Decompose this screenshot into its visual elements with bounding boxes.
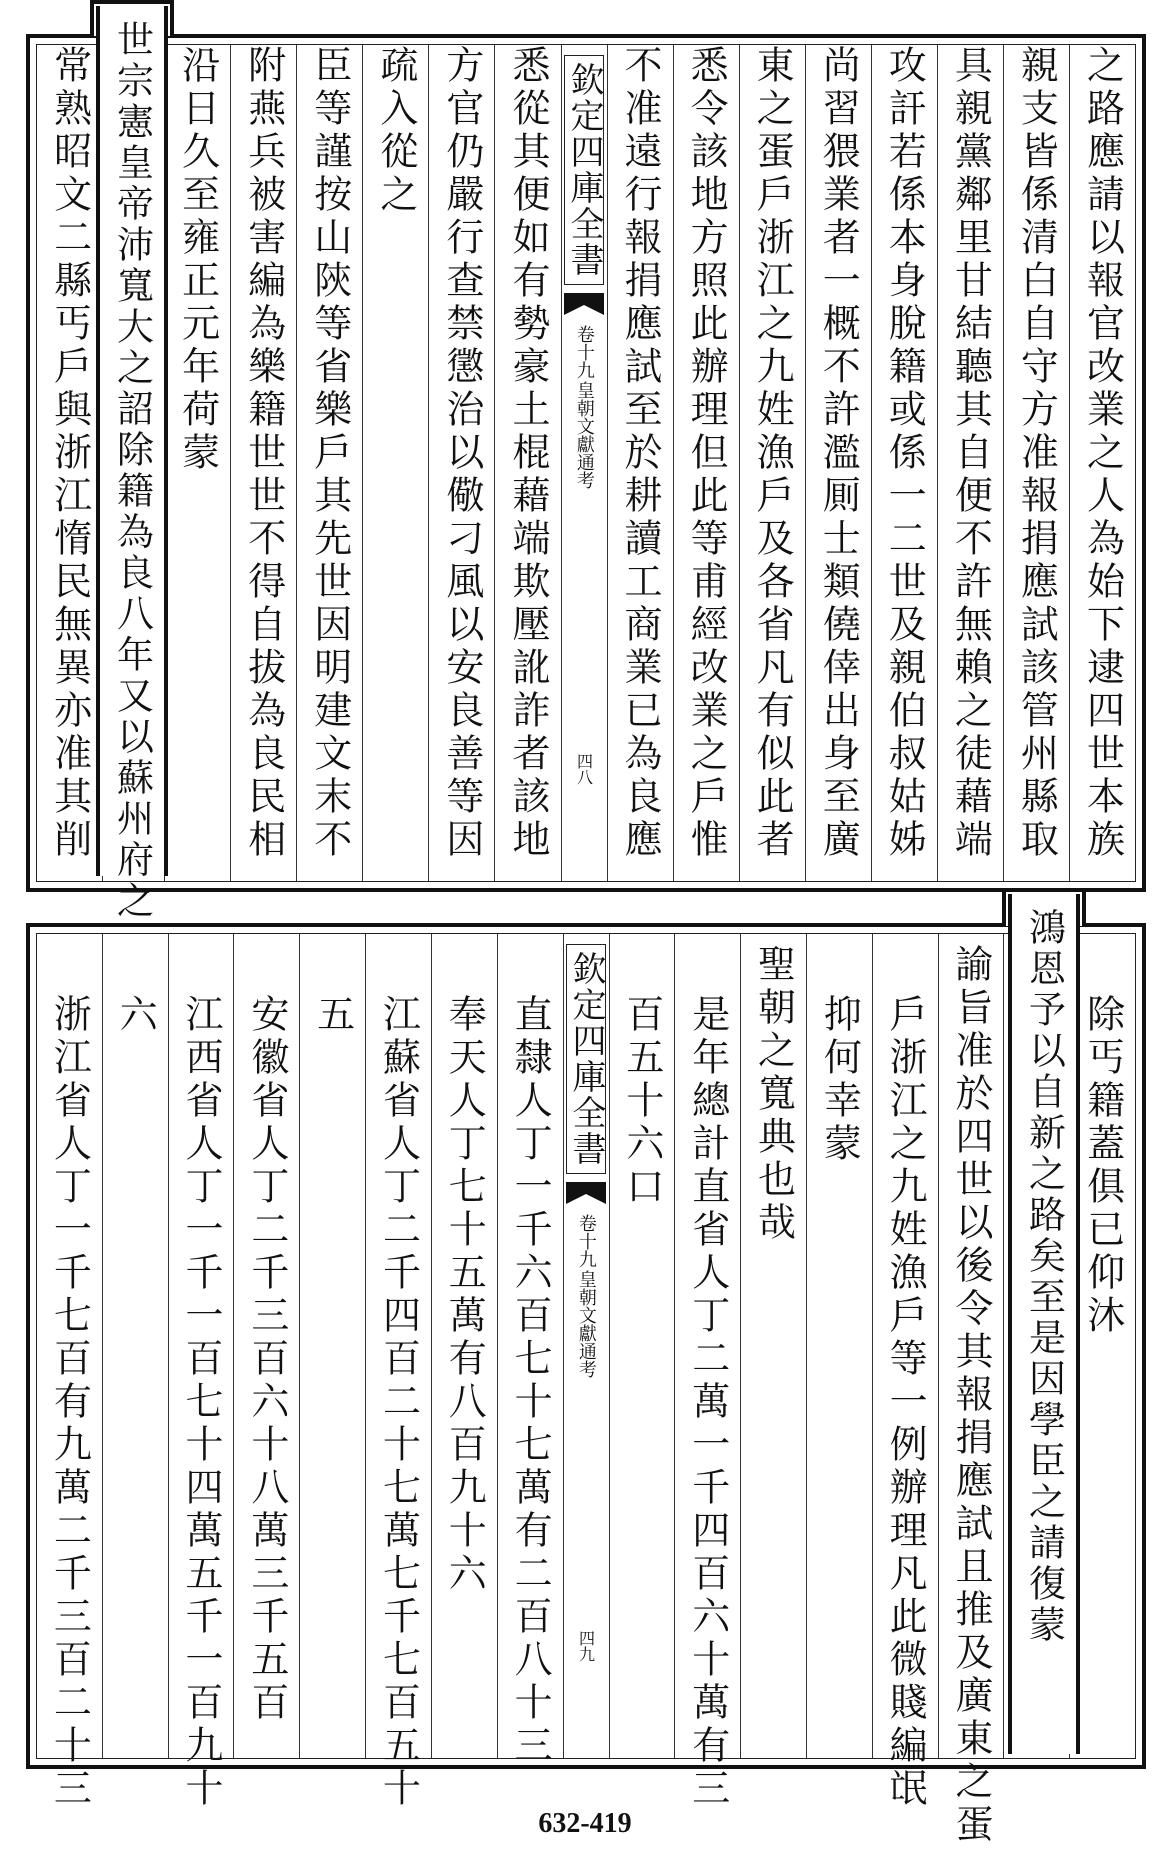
book-name: 皇朝文獻通考 (573, 381, 595, 489)
volume-number: 卷十九 (575, 1214, 597, 1268)
text-column (675, 934, 741, 1811)
text-column (297, 45, 363, 881)
column-text: 五 (310, 994, 355, 1037)
text-column (37, 934, 103, 1811)
text-column (498, 934, 564, 1768)
column-text: 臣等謹按山陝等省樂戶其先世因明建文末不 (307, 45, 352, 862)
text-column (103, 934, 169, 1758)
text-column (807, 934, 873, 1758)
chapter-label (574, 325, 594, 489)
text-column (1004, 45, 1070, 881)
column-text: 奉天人丁七十五萬有八百九十六 (442, 994, 487, 1596)
column-text: 疏入從之 (373, 45, 418, 217)
column-text: 附燕兵被害編為樂籍世世不得自拔為良民相 (241, 45, 286, 862)
volume-number: 卷十九 (573, 325, 595, 379)
book-name: 皇朝文獻通考 (575, 1270, 597, 1378)
text-column (608, 45, 674, 881)
raised-heading-column (1008, 894, 1080, 1754)
text-column (872, 45, 938, 881)
column-text: 東之蛋戶浙江之九姓漁戶及各省凡有似此者 (750, 45, 795, 862)
text-column (169, 934, 235, 1811)
column-text: 沿日久至雍正元年荷蒙 (175, 45, 220, 475)
column-text: 是年總計直省人丁二萬一千四百六十萬有三 (685, 994, 730, 1811)
column-text: 江蘇省人丁二千四百二十七萬七千七百五十 (376, 994, 421, 1811)
column-text: 抑何幸蒙 (817, 994, 862, 1166)
text-column (432, 934, 498, 1758)
column-text: 安徽省人丁二千三百六十八萬三千五百 (244, 994, 289, 1725)
text-column (165, 45, 231, 881)
column-text: 浙江省人丁一千七百有九萬二千三百二十三 (47, 994, 92, 1811)
text-column (363, 45, 429, 881)
column-text: 尚習猥業者一概不許濫厠士類僥倖出身至廣 (816, 45, 861, 862)
column-text: 直隸人丁一千六百七十七萬有二百八十三 (508, 994, 553, 1768)
raised-heading-text: 鴻恩予以自新之路矣至是因學臣之請復蒙 (1022, 908, 1066, 1646)
column-text: 不准遠行報捐應試至於耕讀工商業已為良應 (618, 45, 663, 862)
column-text: 諭旨准於四世以後令其報捐應試且推及廣東之蛋 (948, 944, 993, 1847)
column-text: 方官仍嚴行查禁懲治以儆刁風以安良善等因 (439, 45, 484, 862)
book-title: 欽定四庫全書 (564, 55, 604, 285)
text-column (939, 934, 1005, 1847)
column-text: 常熟昭文二縣丐戶與浙江惰民無異亦准其削 (47, 45, 92, 862)
text-column (806, 45, 872, 881)
top-text-columns (37, 45, 1135, 881)
folio-number: 四九 (576, 1630, 596, 1662)
text-column (873, 934, 939, 1811)
folio-number: 四八 (574, 753, 594, 785)
text-column (610, 934, 676, 1758)
text-column (366, 934, 432, 1811)
page-number: 632-419 (538, 1808, 632, 1839)
column-text: 除丐籍蓋俱已仰沐 (1080, 994, 1125, 1338)
column-text: 江西省人丁一千一百七十四萬五千一百九十 (179, 994, 224, 1811)
text-column (300, 934, 366, 1758)
center-fold-column (562, 45, 608, 881)
text-column (234, 934, 300, 1758)
top-page-frame (26, 34, 1146, 892)
fishtail-mark-icon (564, 293, 604, 315)
column-text: 百五十六口 (619, 994, 664, 1209)
chapter-label (576, 1214, 596, 1378)
text-column (1070, 45, 1135, 881)
text-column (231, 45, 297, 881)
center-fold-column (564, 934, 610, 1758)
raised-heading-text: 世宗憲皇帝沛寬大之詔除籍為良八年又以蘇州府之 (110, 20, 154, 922)
column-text: 六 (113, 994, 158, 1037)
text-column (938, 45, 1004, 881)
text-column (37, 45, 103, 881)
column-text: 悉從其便如有勢豪土棍藉端欺壓訛詐者該地 (505, 45, 550, 862)
text-column (495, 45, 561, 881)
column-text: 之路應請以報官改業之人為始下逮四世本族 (1080, 45, 1125, 862)
text-column (741, 934, 807, 1758)
column-text: 具親黨鄰里甘結聽其自便不許無賴之徒藉端 (948, 45, 993, 862)
text-column (740, 45, 806, 881)
column-text: 悉令該地方照此辦理但此等甫經改業之戶惟 (684, 45, 729, 862)
column-text: 攻訐若係本身脫籍或係一二世及親伯叔姑姊 (882, 45, 927, 862)
top-page-inner-border (36, 44, 1136, 882)
text-column (429, 45, 495, 881)
raised-heading-column (96, 6, 168, 922)
text-column (674, 45, 740, 881)
column-text: 聖朝之寬典也哉 (751, 944, 796, 1245)
column-text: 親支皆係清白自守方准報捐應試該管州縣取 (1014, 45, 1059, 862)
column-text: 戶浙江之九姓漁戶等一例辦理凡此微賤編氓 (883, 994, 928, 1811)
fishtail-mark-icon (566, 1182, 606, 1204)
book-title: 欽定四庫全書 (566, 944, 606, 1174)
